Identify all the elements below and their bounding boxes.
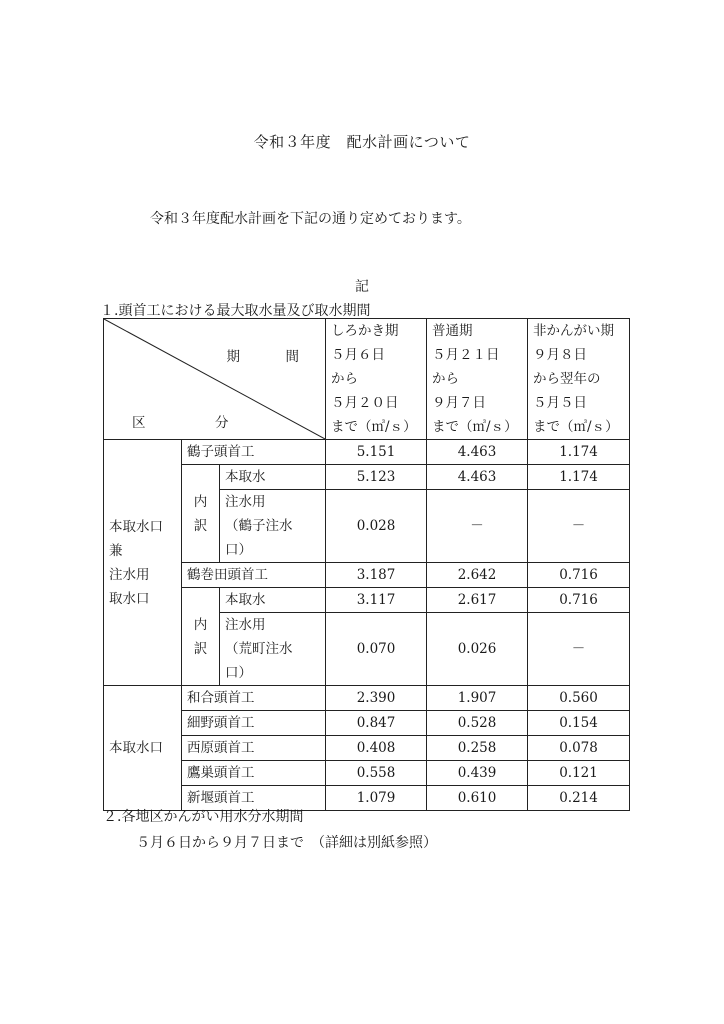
cell-value: 1.174 xyxy=(528,465,630,490)
cell-value: 2.642 xyxy=(427,563,528,588)
cell-value: 0.528 xyxy=(427,711,528,736)
cell-value: 0.560 xyxy=(528,686,630,711)
cell-value: － xyxy=(427,490,528,563)
header-hikangaiki: 非かんがい期 ９月８日 から翌年の ５月５日 まで（㎥/ｓ） xyxy=(528,319,630,440)
table-row xyxy=(104,465,630,490)
cell-value: 0.847 xyxy=(326,711,427,736)
row-name: 本取水 xyxy=(220,588,326,613)
cell-value: － xyxy=(528,613,630,686)
cell-value: 0.070 xyxy=(326,613,427,686)
row-name: 和合頭首工 xyxy=(182,686,326,711)
cell-value: 0.214 xyxy=(528,786,630,811)
cell-value: 5.123 xyxy=(326,465,427,490)
cell-value: 0.028 xyxy=(326,490,427,563)
intake-table xyxy=(103,318,630,811)
row-name: 本取水 xyxy=(220,465,326,490)
cell-value: 2.390 xyxy=(326,686,427,711)
table-header-row xyxy=(104,319,630,440)
cell-value: 0.610 xyxy=(427,786,528,811)
row-name: 細野頭首工 xyxy=(182,711,326,736)
table-row xyxy=(104,736,630,761)
period-label: 期 間 xyxy=(226,349,316,365)
cell-value: 0.258 xyxy=(427,736,528,761)
table-row xyxy=(104,440,630,465)
cell-value: － xyxy=(528,490,630,563)
cell-value: 5.151 xyxy=(326,440,427,465)
row-name: 鷹巣頭首工 xyxy=(182,761,326,786)
breakdown-label: 内 訳 xyxy=(182,588,220,686)
table-row xyxy=(104,761,630,786)
cell-value: 0.154 xyxy=(528,711,630,736)
table-row xyxy=(104,686,630,711)
intro-text: 令和３年度配水計画を下記の通り定めております。 xyxy=(150,211,471,227)
row-name: 新堰頭首工 xyxy=(182,786,326,811)
ki-heading: 記 xyxy=(355,279,369,295)
row-name: 注水用 （荒町注水 口） xyxy=(220,613,326,686)
breakdown-label: 内 訳 xyxy=(182,465,220,563)
cell-value: 0.439 xyxy=(427,761,528,786)
header-shirokaki: しろかき期 ５月６日 から ５月２０日 まで（㎥/ｓ） xyxy=(326,319,427,440)
section2-heading: ２.各地区かんがい用水分水期間 xyxy=(103,809,304,825)
header-futsuki: 普通期 ５月２１日 から ９月７日 まで（㎥/ｓ） xyxy=(427,319,528,440)
group-label-1: 本取水口 兼 注水用 取水口 xyxy=(104,440,182,686)
document-title: 令和３年度 配水計画について xyxy=(253,133,471,151)
corner-cell xyxy=(104,319,326,440)
class-label: 区 分 xyxy=(132,415,257,431)
cell-value: 1.907 xyxy=(427,686,528,711)
cell-value: 3.187 xyxy=(326,563,427,588)
cell-value: 4.463 xyxy=(427,440,528,465)
cell-value: 0.078 xyxy=(528,736,630,761)
table-row xyxy=(104,563,630,588)
cell-value: 0.716 xyxy=(528,588,630,613)
cell-value: 0.716 xyxy=(528,563,630,588)
section1-heading: １.頭首工における最大取水量及び取水期間 xyxy=(100,303,371,319)
table-row xyxy=(104,711,630,736)
row-name: 注水用 （鶴子注水 口） xyxy=(220,490,326,563)
cell-value: 2.617 xyxy=(427,588,528,613)
row-name: 鶴子頭首工 xyxy=(182,440,326,465)
cell-value: 1.079 xyxy=(326,786,427,811)
cell-value: 1.174 xyxy=(528,440,630,465)
cell-value: 4.463 xyxy=(427,465,528,490)
cell-value: 0.026 xyxy=(427,613,528,686)
row-name: 鶴巻田頭首工 xyxy=(182,563,326,588)
cell-value: 3.117 xyxy=(326,588,427,613)
cell-value: 0.408 xyxy=(326,736,427,761)
section2-detail: ５月６日から９月７日まで （詳細は別紙参照） xyxy=(136,835,437,851)
table-row xyxy=(104,588,630,613)
group-label-2: 本取水口 xyxy=(104,686,182,811)
cell-value: 0.558 xyxy=(326,761,427,786)
row-name: 西原頭首工 xyxy=(182,736,326,761)
cell-value: 0.121 xyxy=(528,761,630,786)
